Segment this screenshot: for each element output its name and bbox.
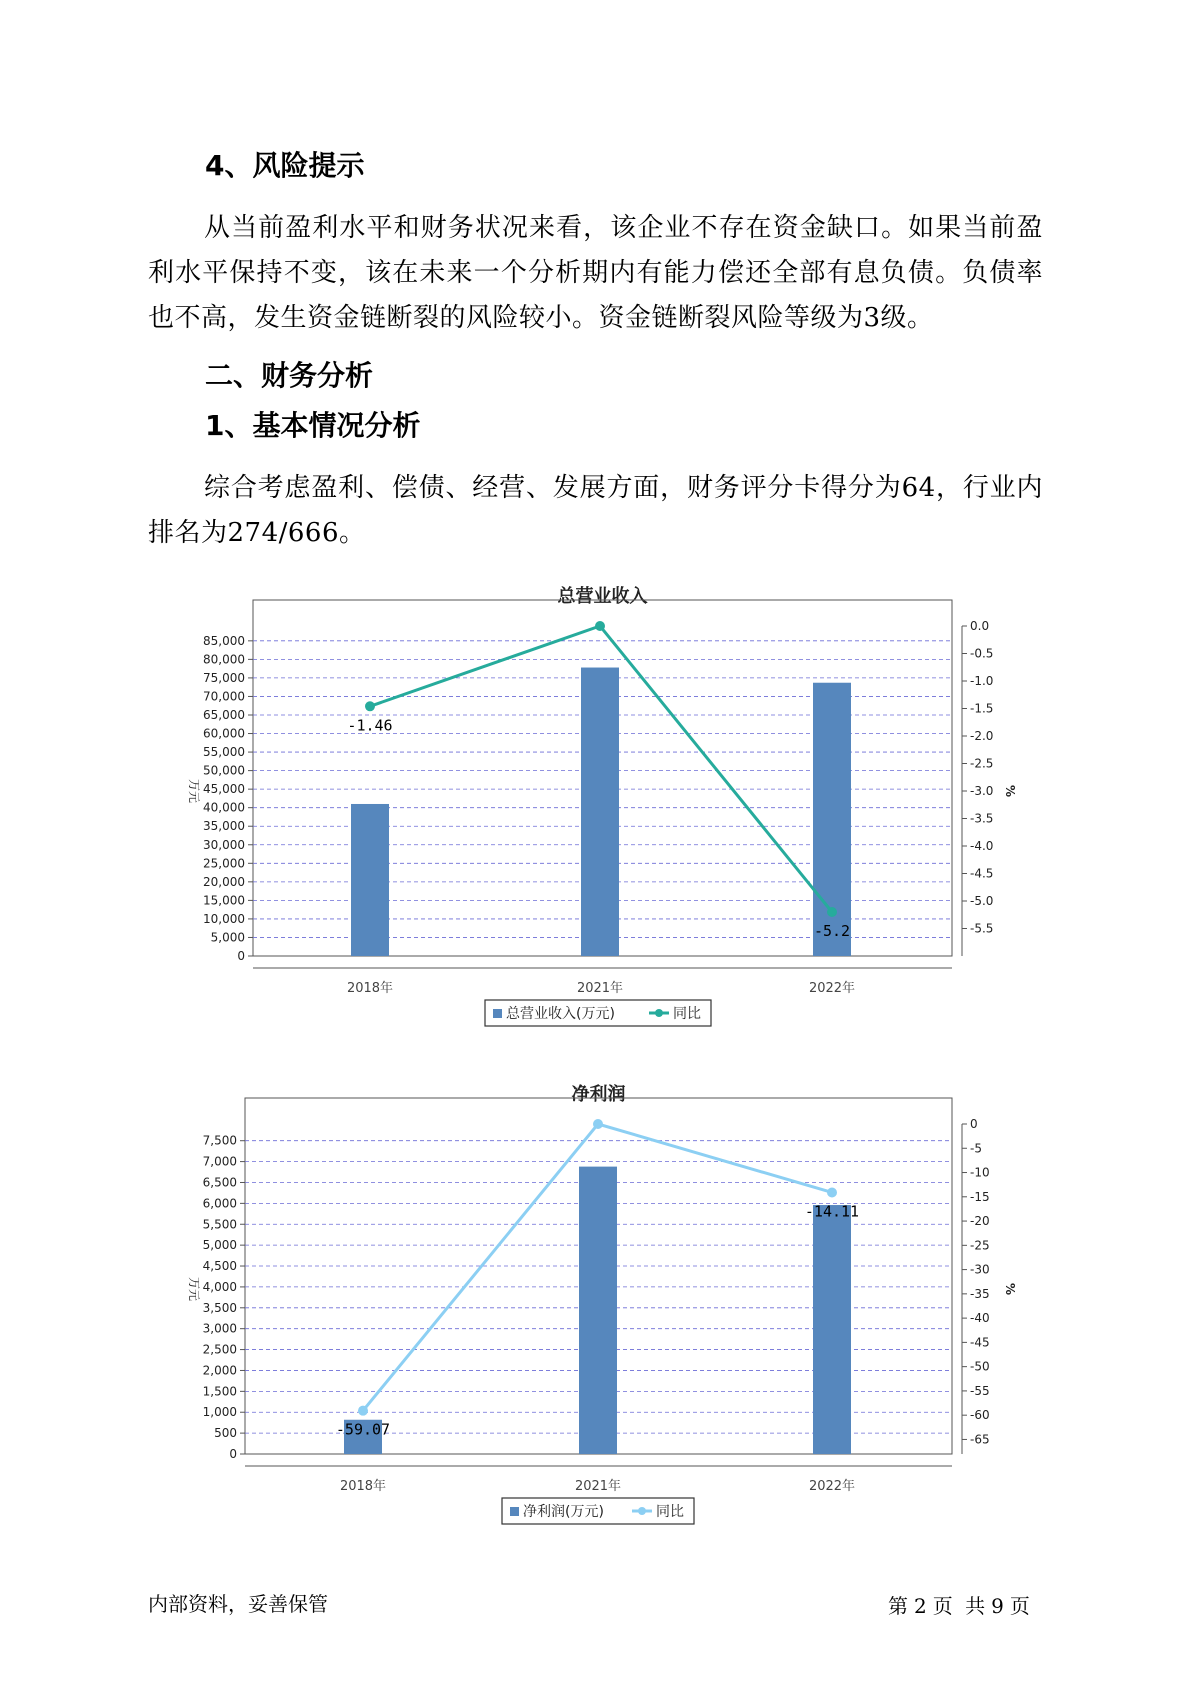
x-tick-label: 2021年 xyxy=(574,1479,622,1494)
yoy-data-label: -59.07 xyxy=(335,1420,391,1439)
y-tick-label: 1,000 xyxy=(202,1405,237,1420)
yoy-data-label: -1.46 xyxy=(347,716,393,735)
y-tick-label: 70,000 xyxy=(203,689,245,704)
x-tick-label: 2022年 xyxy=(808,981,856,996)
y-tick-label: 85,000 xyxy=(203,633,245,648)
chart-title: 总营业收入 xyxy=(557,586,648,607)
y2-tick-label: -5.5 xyxy=(970,921,994,936)
profit-chart-svg xyxy=(0,1074,1191,1544)
footer-page-number xyxy=(888,1590,1036,1619)
yoy-point xyxy=(595,621,605,631)
y-tick-label: 60,000 xyxy=(203,726,245,741)
page-current: 2 xyxy=(914,1594,927,1618)
legend-line-marker xyxy=(655,1009,663,1017)
y2-tick-label: -2.0 xyxy=(970,729,994,743)
y2-tick-label: -45 xyxy=(970,1335,990,1350)
y2-tick-label: -10 xyxy=(970,1165,990,1180)
y-tick-label: 5,000 xyxy=(210,930,245,945)
y-tick-label: 4,500 xyxy=(202,1259,237,1274)
y2-tick-label: -0.5 xyxy=(970,646,994,661)
y-tick-label: 1,500 xyxy=(202,1384,237,1399)
y-tick-label: 7,500 xyxy=(202,1133,237,1148)
y2-tick-label: -4.5 xyxy=(970,866,994,881)
y-tick-label: 80,000 xyxy=(203,652,245,667)
page-prefix: 第 xyxy=(888,1594,908,1618)
yoy-point xyxy=(827,1187,837,1197)
y-tick-label: 2,500 xyxy=(202,1342,237,1357)
revenue-chart-svg xyxy=(0,576,1191,1046)
y-tick-label: 6,500 xyxy=(202,1175,237,1190)
total-prefix: 共 xyxy=(965,1594,986,1618)
yoy-data-label: -14.11 xyxy=(804,1202,860,1221)
legend-line-label: 同比 xyxy=(656,1504,684,1520)
y2-tick-label: 0.0 xyxy=(970,619,990,633)
x-tick-label: 2018年 xyxy=(346,981,394,996)
yoy-point xyxy=(365,701,375,711)
y2-tick-label: -65 xyxy=(970,1432,990,1447)
y-tick-label: 55,000 xyxy=(203,745,245,760)
y-tick-label: 40,000 xyxy=(203,800,245,815)
y2-tick-label: -15 xyxy=(970,1189,990,1204)
y2-tick-label: -50 xyxy=(970,1359,990,1374)
y-tick-label: 50,000 xyxy=(203,763,245,778)
y2-tick-label: -40 xyxy=(970,1311,990,1326)
y2-tick-label: -35 xyxy=(970,1286,990,1301)
y2-tick-label: -60 xyxy=(970,1408,990,1423)
legend-bar-swatch xyxy=(493,1009,502,1018)
y-axis-label: 万元 xyxy=(187,1276,201,1302)
risk-paragraph: 从当前盈利水平和财务状况来看，该企业不存在资金缺口。如果当前盈利水平保持不变，该在未来一个分析期内有能力偿还全部有息负债。负债率也不高，发生资金链断裂的风险较小。资金链断裂风险等级为3级。 xyxy=(148,213,1043,333)
page-total: 9 xyxy=(991,1594,1004,1618)
y-tick-label: 7,000 xyxy=(202,1154,237,1169)
legend-line-marker xyxy=(638,1507,646,1515)
y-tick-label: 2,000 xyxy=(202,1363,237,1378)
y2-tick-label: -5 xyxy=(970,1141,982,1156)
y2-tick-label: -1.0 xyxy=(970,674,994,688)
y-tick-label: 10,000 xyxy=(203,911,245,926)
yoy-data-label: -5.2 xyxy=(813,922,851,940)
y2-tick-label: -55 xyxy=(970,1383,990,1398)
page-unit: 页 xyxy=(932,1594,953,1618)
yoy-point xyxy=(827,907,837,917)
y2-tick-label: -20 xyxy=(970,1214,990,1229)
risk-heading: 4、风险提示 xyxy=(205,149,365,182)
bar xyxy=(581,668,619,956)
profit-chart xyxy=(0,1074,1191,1548)
yoy-point xyxy=(358,1406,368,1416)
y2-tick-label: -5.0 xyxy=(970,894,994,908)
y-tick-label: 5,500 xyxy=(202,1217,237,1232)
chart-title: 净利润 xyxy=(571,1084,626,1105)
y2-axis-label: % xyxy=(1003,1282,1017,1296)
y2-tick-label: -1.5 xyxy=(970,701,994,716)
y-tick-label: 25,000 xyxy=(203,856,245,871)
finance-heading: 二、财务分析 xyxy=(205,359,374,392)
legend-bar-label: 净利润(万元) xyxy=(523,1504,604,1520)
y-tick-label: 3,500 xyxy=(202,1300,237,1315)
bar xyxy=(813,1205,851,1454)
legend-bar-label: 总营业收入(万元) xyxy=(506,1006,615,1022)
y2-tick-label: -3.0 xyxy=(970,784,994,798)
basic-paragraph: 综合考虑盈利、偿债、经营、发展方面，财务评分卡得分为64，行业内排名为274/666。 xyxy=(148,473,1043,548)
y-tick-label: 20,000 xyxy=(203,874,245,889)
yoy-point xyxy=(593,1119,603,1129)
y-tick-label: 15,000 xyxy=(203,893,245,908)
y2-tick-label: -25 xyxy=(970,1238,990,1253)
y-tick-label: 500 xyxy=(214,1426,237,1441)
bar xyxy=(351,804,389,956)
y2-tick-label: -3.5 xyxy=(970,811,994,826)
y-tick-label: 4,000 xyxy=(202,1279,237,1294)
y-tick-label: 30,000 xyxy=(203,837,245,852)
y-tick-label: 6,000 xyxy=(202,1196,237,1211)
y2-tick-label: -2.5 xyxy=(970,756,994,771)
x-tick-label: 2021年 xyxy=(576,981,624,996)
legend-bar-swatch xyxy=(510,1507,519,1516)
footer-confidential: 内部资料，妥善保管 xyxy=(148,1592,328,1616)
x-tick-label: 2022年 xyxy=(808,1479,856,1494)
y-tick-label: 45,000 xyxy=(203,782,245,797)
y-tick-label: 0 xyxy=(237,949,245,963)
revenue-chart xyxy=(0,576,1191,1050)
y-tick-label: 65,000 xyxy=(203,707,245,722)
basic-heading: 1、基本情况分析 xyxy=(205,409,421,442)
y-tick-label: 3,000 xyxy=(202,1321,237,1336)
y2-tick-label: 0 xyxy=(970,1117,978,1131)
y2-tick-label: -30 xyxy=(970,1262,990,1277)
y-axis-label: 万元 xyxy=(187,778,201,804)
y-tick-label: 5,000 xyxy=(202,1238,237,1253)
y-tick-label: 0 xyxy=(229,1447,237,1461)
total-unit: 页 xyxy=(1009,1594,1030,1618)
bar xyxy=(579,1167,617,1454)
y2-axis-label: % xyxy=(1003,784,1017,798)
y2-tick-label: -4.0 xyxy=(970,839,994,853)
legend-line-label: 同比 xyxy=(673,1006,701,1022)
y-tick-label: 35,000 xyxy=(203,819,245,834)
x-tick-label: 2018年 xyxy=(339,1479,387,1494)
y-tick-label: 75,000 xyxy=(203,670,245,685)
